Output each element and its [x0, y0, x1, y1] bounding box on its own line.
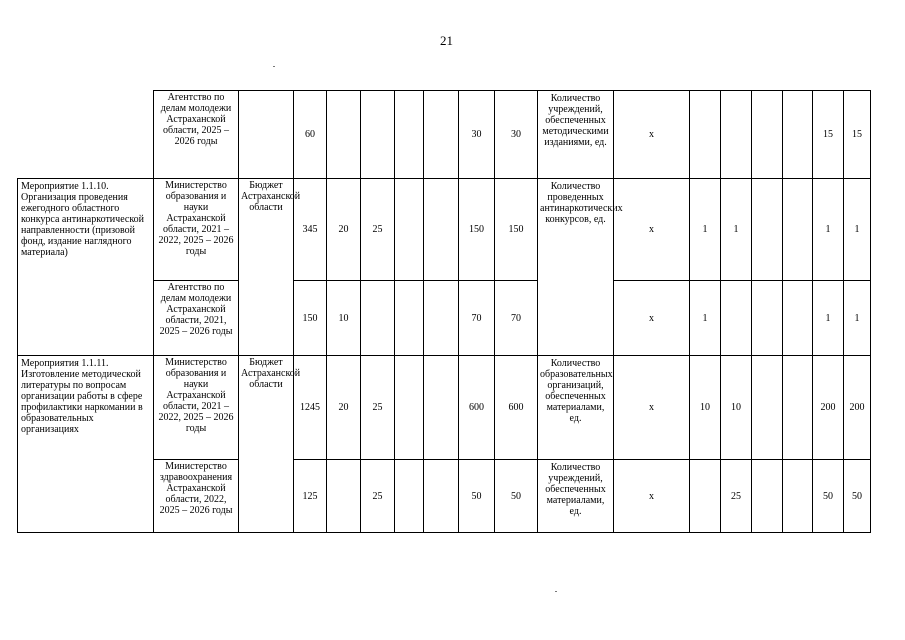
indicator-2023: [752, 91, 783, 179]
indicator-2023: [752, 179, 783, 281]
value-2023: [395, 91, 424, 179]
value-2024: [424, 179, 459, 281]
executor-cell: Министерство образования и науки Астраханской области, 2021 – 2022, 2025 – 2026 годы: [154, 356, 239, 460]
scan-speck: [273, 66, 275, 67]
value-2026: 50: [495, 460, 538, 533]
value-total: 60: [294, 91, 327, 179]
value-2024: [424, 281, 459, 356]
indicator-2023: [752, 281, 783, 356]
indicator-2023: [752, 460, 783, 533]
value-2022: 25: [361, 179, 395, 281]
page-number: 21: [440, 33, 453, 48]
indicator-2025: 1: [813, 179, 844, 281]
executor-cell: Агентство по делам молодежи Астраханской области, 2025 – 2026 годы: [154, 91, 239, 179]
value-2023: [395, 281, 424, 356]
indicator-2026: 1: [844, 281, 871, 356]
indicator-2021: 1: [690, 281, 721, 356]
executor-cell: Агентство по делам молодежи Астраханской области, 2021, 2025 – 2026 годы: [154, 281, 239, 356]
indicator-2026: 200: [844, 356, 871, 460]
value-2022: 25: [361, 460, 395, 533]
scan-speck: [555, 591, 557, 592]
indicator-2026: 15: [844, 91, 871, 179]
value-2023: [395, 356, 424, 460]
value-2021: [327, 460, 361, 533]
value-total: 150: [294, 281, 327, 356]
indicator-2025: 15: [813, 91, 844, 179]
value-total: 345: [294, 179, 327, 281]
value-2024: [424, 356, 459, 460]
indicator-2023: [752, 356, 783, 460]
indicator-2024: [783, 281, 813, 356]
indicator-2025: 50: [813, 460, 844, 533]
value-2023: [395, 179, 424, 281]
indicator-cell: Количество проведенных антинаркотических конкурсов, ед.: [538, 179, 614, 356]
source-cell: [239, 91, 294, 179]
indicator-cell: Количество учреждений, обеспеченных методическими изданиями, ед.: [538, 91, 614, 179]
indicator-2025: 1: [813, 281, 844, 356]
indicator-2022: [721, 91, 752, 179]
indicator-2024: [783, 91, 813, 179]
value-2026: 150: [495, 179, 538, 281]
indicator-cell: Количество учреждений, обеспеченных материалами, ед.: [538, 460, 614, 533]
indicator-base: х: [614, 460, 690, 533]
indicator-2021: [690, 91, 721, 179]
indicator-base: х: [614, 91, 690, 179]
value-total: 1245: [294, 356, 327, 460]
indicator-2021: [690, 460, 721, 533]
indicator-2022: 1: [721, 179, 752, 281]
indicator-2024: [783, 356, 813, 460]
indicator-base: х: [614, 281, 690, 356]
indicator-2024: [783, 460, 813, 533]
value-total: 125: [294, 460, 327, 533]
value-2024: [424, 91, 459, 179]
value-2025: 150: [459, 179, 495, 281]
value-2021: 20: [327, 179, 361, 281]
executor-cell: Министерство образования и науки Астраханской области, 2021 – 2022, 2025 – 2026 годы: [154, 179, 239, 281]
indicator-2022: 10: [721, 356, 752, 460]
value-2021: [327, 91, 361, 179]
value-2025: 70: [459, 281, 495, 356]
indicator-2021: 1: [690, 179, 721, 281]
table-row: [18, 356, 871, 460]
value-2024: [424, 460, 459, 533]
value-2025: 30: [459, 91, 495, 179]
indicator-2026: 50: [844, 460, 871, 533]
value-2026: 30: [495, 91, 538, 179]
activity-cell: Мероприятия 1.1.11. Изготовление методической литературы по вопросам организации работы в сфере профилактики наркомании в образовательных организациях: [18, 356, 154, 533]
program-activities-table: [17, 90, 871, 533]
source-cell: Бюджет Астраханской области: [239, 356, 294, 533]
table-row: [18, 179, 871, 281]
indicator-2022: 25: [721, 460, 752, 533]
value-2026: 600: [495, 356, 538, 460]
source-cell: Бюджет Астраханской области: [239, 179, 294, 356]
value-2023: [395, 460, 424, 533]
value-2026: 70: [495, 281, 538, 356]
value-2022: [361, 281, 395, 356]
activity-cell: [18, 91, 154, 179]
value-2021: 10: [327, 281, 361, 356]
value-2025: 50: [459, 460, 495, 533]
indicator-2021: 10: [690, 356, 721, 460]
indicator-2024: [783, 179, 813, 281]
indicator-base: х: [614, 179, 690, 281]
indicator-2022: [721, 281, 752, 356]
executor-cell: Министерство здравоохранения Астраханской области, 2022, 2025 – 2026 годы: [154, 460, 239, 533]
indicator-base: х: [614, 356, 690, 460]
value-2022: 25: [361, 356, 395, 460]
indicator-2026: 1: [844, 179, 871, 281]
value-2022: [361, 91, 395, 179]
value-2025: 600: [459, 356, 495, 460]
activity-cell: Мероприятие 1.1.10. Организация проведения ежегодного областного конкурса антинаркотической направленности (призовой фонд, издание наглядного материала): [18, 179, 154, 356]
table-row: [18, 91, 871, 179]
value-2021: 20: [327, 356, 361, 460]
indicator-2025: 200: [813, 356, 844, 460]
indicator-cell: Количество образовательных организаций, обеспеченных материалами, ед.: [538, 356, 614, 460]
